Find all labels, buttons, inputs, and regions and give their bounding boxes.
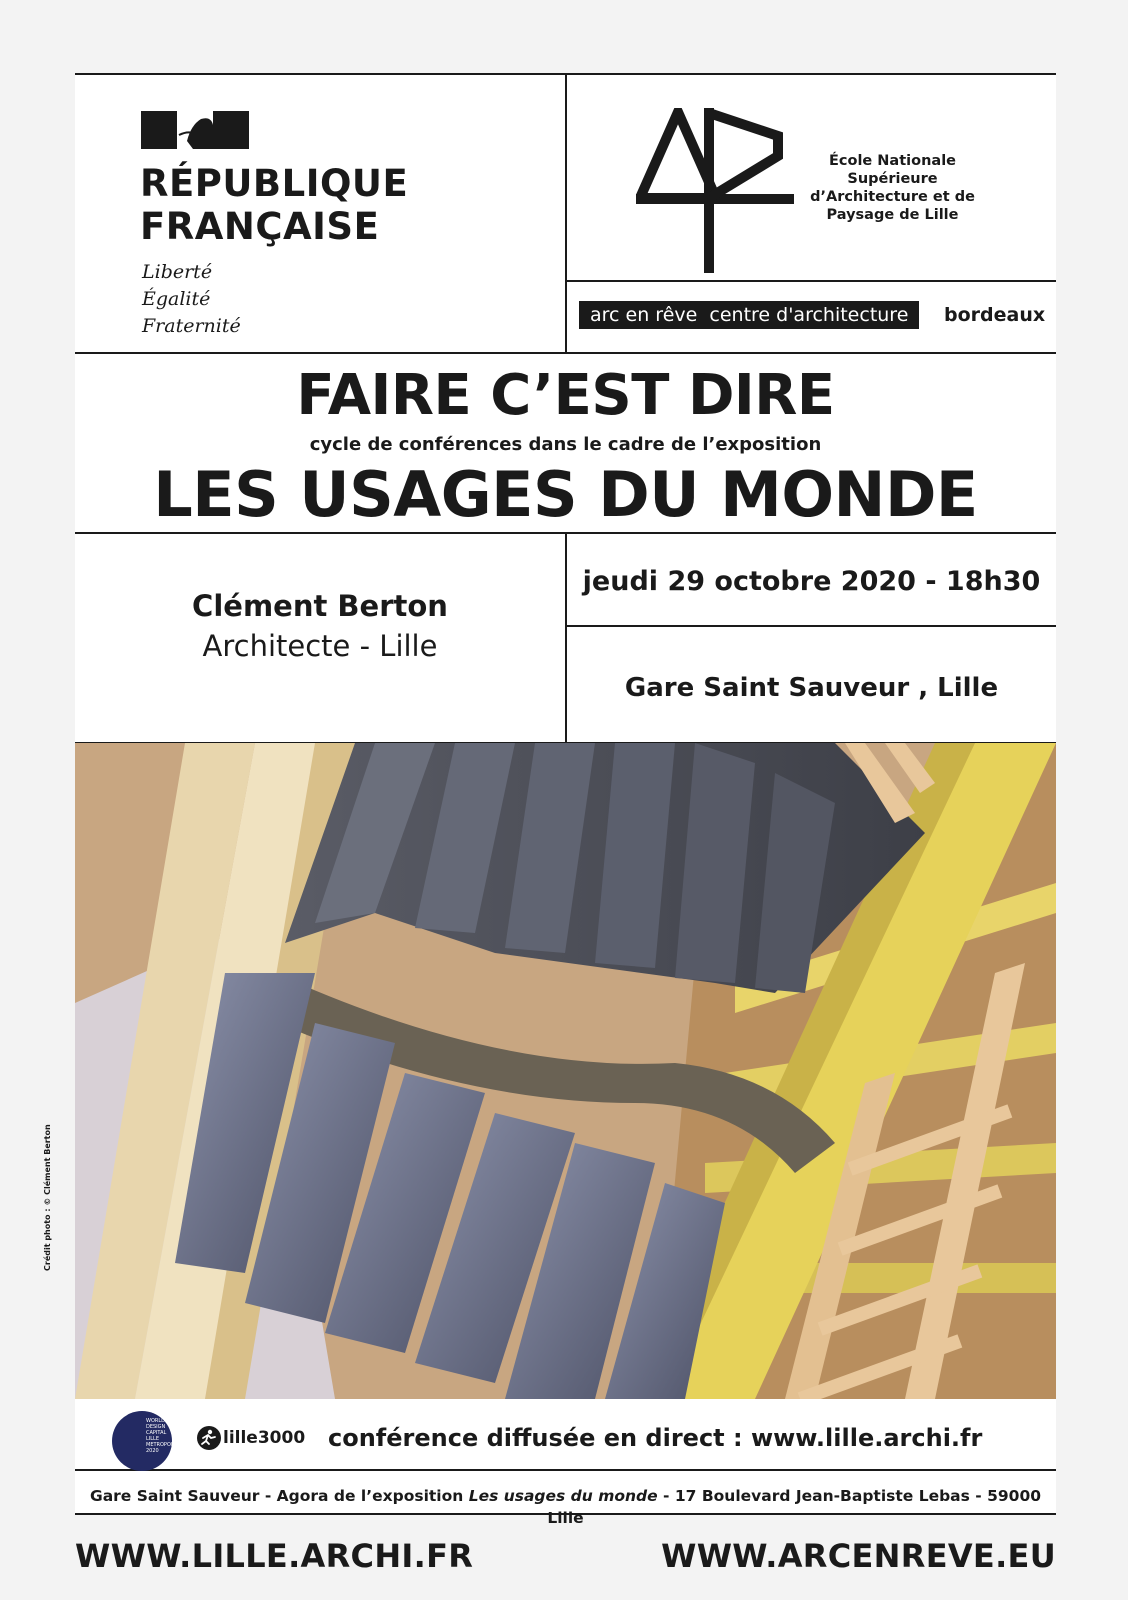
arcenreve-url[interactable]: WWW.ARCENREVE.EU [661, 1537, 1056, 1575]
staircase-photo [75, 743, 1056, 1399]
arc-en-reve-label: arc en rêve centre d'architecture [579, 301, 919, 329]
ensap-line3: d’Architecture et de [810, 189, 975, 205]
motto-egalite: Égalité [142, 288, 211, 310]
republique-francaise-wordmark [140, 162, 408, 248]
rule-arc-top [566, 280, 1056, 282]
lille3000-runner-icon [197, 1426, 221, 1450]
photo-credit: Crédit photo : © Clément Berton [43, 1124, 52, 1271]
marianne-logo-icon [141, 111, 249, 149]
speaker-role: Architecte - Lille [202, 629, 438, 663]
event-venue: Gare Saint Sauveur , Lille [624, 673, 999, 703]
lille3000-logo: lille3000 [223, 1428, 306, 1448]
ensap-line4: Paysage de Lille [826, 207, 959, 223]
event-datetime: jeudi 29 octobre 2020 - 18h30 [582, 566, 1041, 597]
address-before: Gare Saint Sauveur - Agora de l’exposition [89, 1487, 469, 1505]
arc-en-reve-city: bordeaux [944, 304, 1046, 326]
republique-line1: RÉPUBLIQUE [140, 162, 409, 205]
address-after: - 17 Boulevard Jean-Baptiste Lebas - 59000 Lille [547, 1487, 1042, 1527]
lille-archi-url[interactable]: WWW.LILLE.ARCHI.FR [75, 1537, 474, 1575]
page-subtitle: cycle de conférences dans le cadre de l’exposition [309, 434, 822, 455]
ensap-line1: École Nationale [828, 153, 956, 169]
address-exhibition: Les usages du monde [468, 1487, 658, 1505]
ensap-name [800, 152, 985, 224]
republique-motto [142, 259, 241, 340]
republique-line2: FRANÇAISE [140, 205, 380, 248]
rule-date-bottom [566, 625, 1056, 627]
ensap-ap-logo-icon [636, 108, 796, 277]
ensap-line2: Supérieure [847, 171, 938, 187]
exhibition-title: LES USAGES DU MONDE [153, 458, 978, 531]
world-design-capital-label: WORLD DESIGN CAPITAL LILLE METROPOLE 2020 [146, 1418, 177, 1454]
live-stream-notice: conférence diffusée en direct : www.lille.archi.fr [328, 1424, 983, 1452]
event-address [75, 1485, 1056, 1529]
motto-liberte: Liberté [142, 261, 213, 283]
speaker-name: Clément Berton [192, 589, 448, 623]
page-title: FAIRE C’EST DIRE [296, 363, 835, 428]
rule-header-bottom [75, 352, 1056, 354]
rule-header-divider [565, 73, 567, 353]
rule-partners-bottom [75, 1469, 1056, 1471]
motto-fraternite: Fraternité [142, 315, 241, 337]
